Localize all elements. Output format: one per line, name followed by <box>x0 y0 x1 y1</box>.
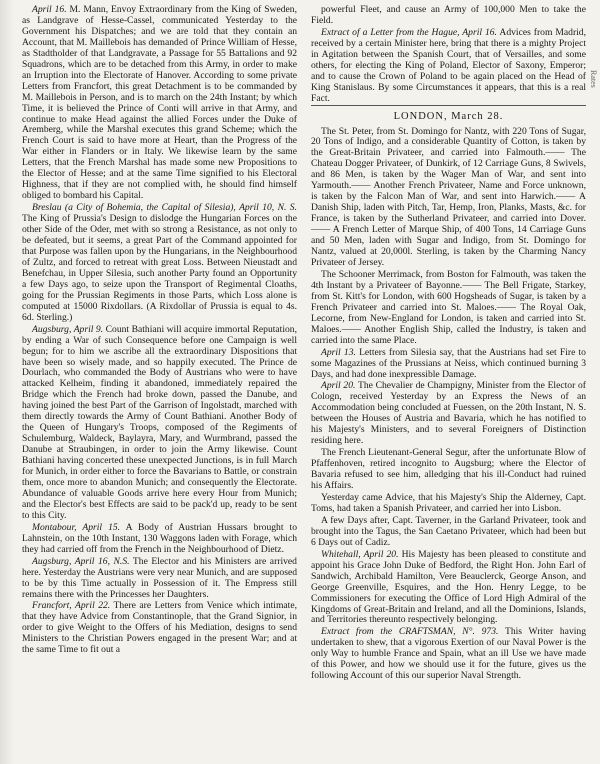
paragraph-text: Advices from Madrid, received by a certain Minister here, bring that there is a mighty Project in Agitation between the Spanish Court, that of Versailles, and some others, for electing the King of Poland, Elector of Saxony, Emperor; and to cause the Crown of Poland to be again placed on the Head of King Stanislaus. By some Circumstances it appears, that this is a real Fact. <box>311 26 587 104</box>
article-paragraph <box>311 28 586 105</box>
article-paragraph <box>311 270 586 347</box>
article-paragraph <box>311 550 586 627</box>
article-paragraph <box>311 516 586 549</box>
article-paragraph <box>311 381 586 447</box>
article-paragraph <box>311 493 586 515</box>
article-paragraph <box>311 5 586 27</box>
dateline: Whitehall, April 20. <box>321 548 399 560</box>
article-paragraph <box>22 601 297 656</box>
dateline: Extract of a Letter from the Hague, April 16. <box>321 26 497 38</box>
london-heading: LONDON, March 28. <box>393 110 504 122</box>
paragraph-text: M. Mann, Envoy Extraordinary from the King of Sweden, as Landgrave of Hesse-Cassel, communicated Yesterday to the Government his Dispatches; and we are told that they contain an Account, that M. Maillebois has demanded of Prince William of Hesse, as Stadtholder of that Landgravate, a Passage for 55 Battalions and 92 Squadrons, which are to be detached from this Army, in order to make an Irruption into the Electorate of Hanover. According to some private Letters from Francfort, this great Detachment is to be commanded by M. Maillebois in Person, and is to march on the 24th Instant; by which Time, it is believed the Prince of Conti will arrive in that Army, and continue to make Head against the allied Forces under the Duke of Aremberg, while the Marshal executes this grand Scheme; which the French Court is said to have more at Heart, than the Progress of the War either in Flanders or in Italy. We likewise learn by the same Letters, that the French Marshal has made some new Propositions to the Elector of Hesse; and at the same Time signified to his Electoral Highness, that if they are not complied with, he should find himself obliged to bombard his Capital. <box>22 4 297 202</box>
columns <box>22 4 586 764</box>
binding-shadow <box>0 0 14 764</box>
paragraph-text: This Writer having undertaken to shew, that a vigorous Exertion of our Naval Power is the only Way to humble France and Spain, what an ill Use we have made of this Power, and how we should use it for the future, gives us the following Account of this our superior Naval Strength. <box>311 626 586 682</box>
dateline: April 16. <box>32 4 67 15</box>
article-paragraph <box>311 127 586 269</box>
paragraph-text: Count Bathiani will acquire immortal Reputation, by ending a War of such Consequence before one Campaign is well begun; for to him we ascribe all the extraordinary Dispositions that have been so wisely made, and so happily executed. The Prince de Dourlach, who commanded the Body of Austrians who were to have attacked Kelheim, finding it abandoned, immediately repaired the Bridge which the French had broke down, passed the Danube, and having joined the best Part of the Garrison of Ingolstadt, marched with them directly towards the Army of Count Bathiani. Another Body of the Queen of Hungary's Troops, composed of the Regiments of Schulemburg, Waldeck, Baylayra, Mary, and Wurmbrand, passed the Danube at Straubingen, in order to join the Army likewise. Count Bathiani having concerted these unexpected Junctions, is in full March for Munich, in order either to force the Bavarians to Battle, or constrain them, once more to abandon Munich; and consequently the Electorate. Abundance of valuable Goods arrive here every Hour from Munich; and the Elector's best Effects are said to be pack'd up, ready to be sent to this City. <box>22 323 297 521</box>
dateline: Augsburg, April 9. <box>32 323 104 335</box>
paragraph-text: Yesterday came Advice, that his Majesty's Ship the Alderney, Capt. Toms, had taken a Spanish Privateer, and carried her into Lisbon. <box>311 491 586 514</box>
article-paragraph <box>311 627 586 682</box>
paragraph-text: A Body of Austrian Hussars brought to Lahnstein, on the 10th Instant, 130 Waggons laden with Forage, which they had carried off from the French in the Neighbourhood of Dietz. <box>22 521 297 555</box>
dateline: Montabour, April 15. <box>32 521 121 533</box>
dateline: Augsburg, April 16, N.S. <box>32 555 130 567</box>
right-column <box>311 4 586 764</box>
paragraph-text: The Chevalier de Champigny, Minister from the Elector of Cologn, received Yesterday by an Express the News of an Accommodation being concluded at Fuessen, on the 20th Instant, N. S. between the Houses of Austria and Bavaria, which he has notified to his Majesty's Ministers, and to several Foreigners of Distinction residing here. <box>311 380 586 447</box>
paragraph-text: The St. Peter, from St. Domingo for Nantz, with 220 Tons of Sugar, 20 Tons of Indigo, and a considerable Quantity of Cotton, is taken by the Great-Britain Privateer, and carried into Falmouth.—— The Chateau Dogger Privateer, of Dunkirk, of 12 Carriage Guns, 8 Swivels, and 86 Men, is taken by the Wager Man of War, and sent into Yarmouth.—— Another French Privateer, Name and Force unknown, is taken by the Falcon Man of War, and sent into Harwich.—— A Danish Ship, laden with Pitch, Tar, Hemp, Iron, Planks, Masts, &c. for France, is taken by the Sutherland Privateer, and carried into Dover.—— A French Letter of Marque Ship, of 400 Tons, 14 Carriage Guns and 50 Men, laden with Sugar and Indigo, from St. Domingo for Nantz, valued at 20,000l. Sterling, is taken by the Charming Nancy Privateer of Jersey. <box>311 125 586 268</box>
article-paragraph <box>311 448 586 492</box>
dateline: Extract from the CRAFTSMAN, N°. 973. <box>321 626 499 638</box>
paragraph-text: His Majesty has been pleased to constitute and appoint his Grace John Duke of Bedford, the Right Hon. John Earl of Sandwich, Archibald Hamilton, Vere Beauclerck, George Anson, and George Greenville, Esquires, and the Hon. Henry Legge, to be Commissioners for executing the Office of Lord High Admiral of the Kingdoms of Great-Britain and Ireland, and all the Dominions, Islands, and Territories thereunto respectively belonging. <box>311 548 586 626</box>
right-column-bottom <box>311 127 586 683</box>
right-column-top <box>311 5 586 105</box>
section-rule <box>311 105 586 106</box>
left-column <box>22 4 297 764</box>
article-paragraph <box>311 348 586 381</box>
paragraph-text: The Elector and his Ministers are arrived here. Yesterday the Austrians were very near Munich, and are supposed to be by this Time actually in Possession of it. The Empress still remains there with the Princesses her Daughters. <box>22 555 297 600</box>
dateline: Francfort, April 22. <box>32 600 111 612</box>
paragraph-text: The French Lieutenant-General Segur, after the unfortunate Blow of Pfaffenhoven, retired incognito to Augsburg; where the Elector of Bavaria refused to see him, alledging that his ill-Conduct had ruined his Affairs. <box>311 447 586 492</box>
paragraph-text: There are Letters from Venice which intimate, that they have Advice from Constantinople, that the Grand Signior, in order to give Weight to the Offers of his Mediation, designs to send Ministers to the Christian Powers engaged in the present War; and at the same Time to fit out a <box>22 600 297 656</box>
article-paragraph <box>22 203 297 323</box>
paragraph-text: A few Days after, Capt. Taverner, in the Garland Privateer, took and brought into the Tagus, the San Caetano Privateer, which had been but 6 Days out of Cadiz. <box>311 514 586 548</box>
paragraph-text: Letters from Silesia say, that the Austrians had set Fire to some Magazines of the Prussians at Neiss, which continued burning 3 Days, and had done inexpressible Damage. <box>311 346 586 380</box>
article-paragraph <box>22 523 297 556</box>
paragraph-text: The King of Prussia's Design to dislodge the Hungarian Forces on the other Side of the Oder, met with so strong a Resistance, as not only to be defeated, but it seems, a great Part of the Command appointed for that Purpose was fallen upon by the Hungarians, in the Neighbourhood of Zultz, and forced to retreat with great Loss. Between Nieustadt and Benefchau, in Upper Silesia, such another Party found an Opportunity a few Days ago, to seize upon the Transport of Regimental Cloaths, going for the Prussian Regiments in those Parts, which Loss alone is computed at 15000 Rixdollars. (A Rixdollar of Prussia is equal to 4s. 6d. Sterling.) <box>22 213 297 323</box>
article-paragraph <box>22 5 297 202</box>
dateline: April 20. <box>321 380 356 392</box>
article-paragraph <box>22 557 297 601</box>
paragraph-text: powerful Fleet, and cause an Army of 100,000 Men to take the Field. <box>311 4 586 26</box>
article-paragraph <box>22 325 297 522</box>
margin-note: Rates <box>589 70 598 88</box>
dateline: April 13. <box>321 346 356 358</box>
paragraph-text: The Schooner Merrimack, from Boston for Falmouth, was taken the 4th Instant by a Privateer of Bayonne.—— The Bell Frigate, Starkey, from St. Kitt's for London, with 600 Hogsheads of Sugar, is taken by a French Privateer and carried into St. Maloes.—— The Royal Oak, Lecorne, from New-England for London, is taken and carried into St. Maloes.—— Another English Ship, called the Industry, is taken and carried into the same Place. <box>311 268 586 346</box>
dateline: Breslau (a City of Bohemia, the Capital of Silesia), April 10, N. S. <box>32 202 297 214</box>
